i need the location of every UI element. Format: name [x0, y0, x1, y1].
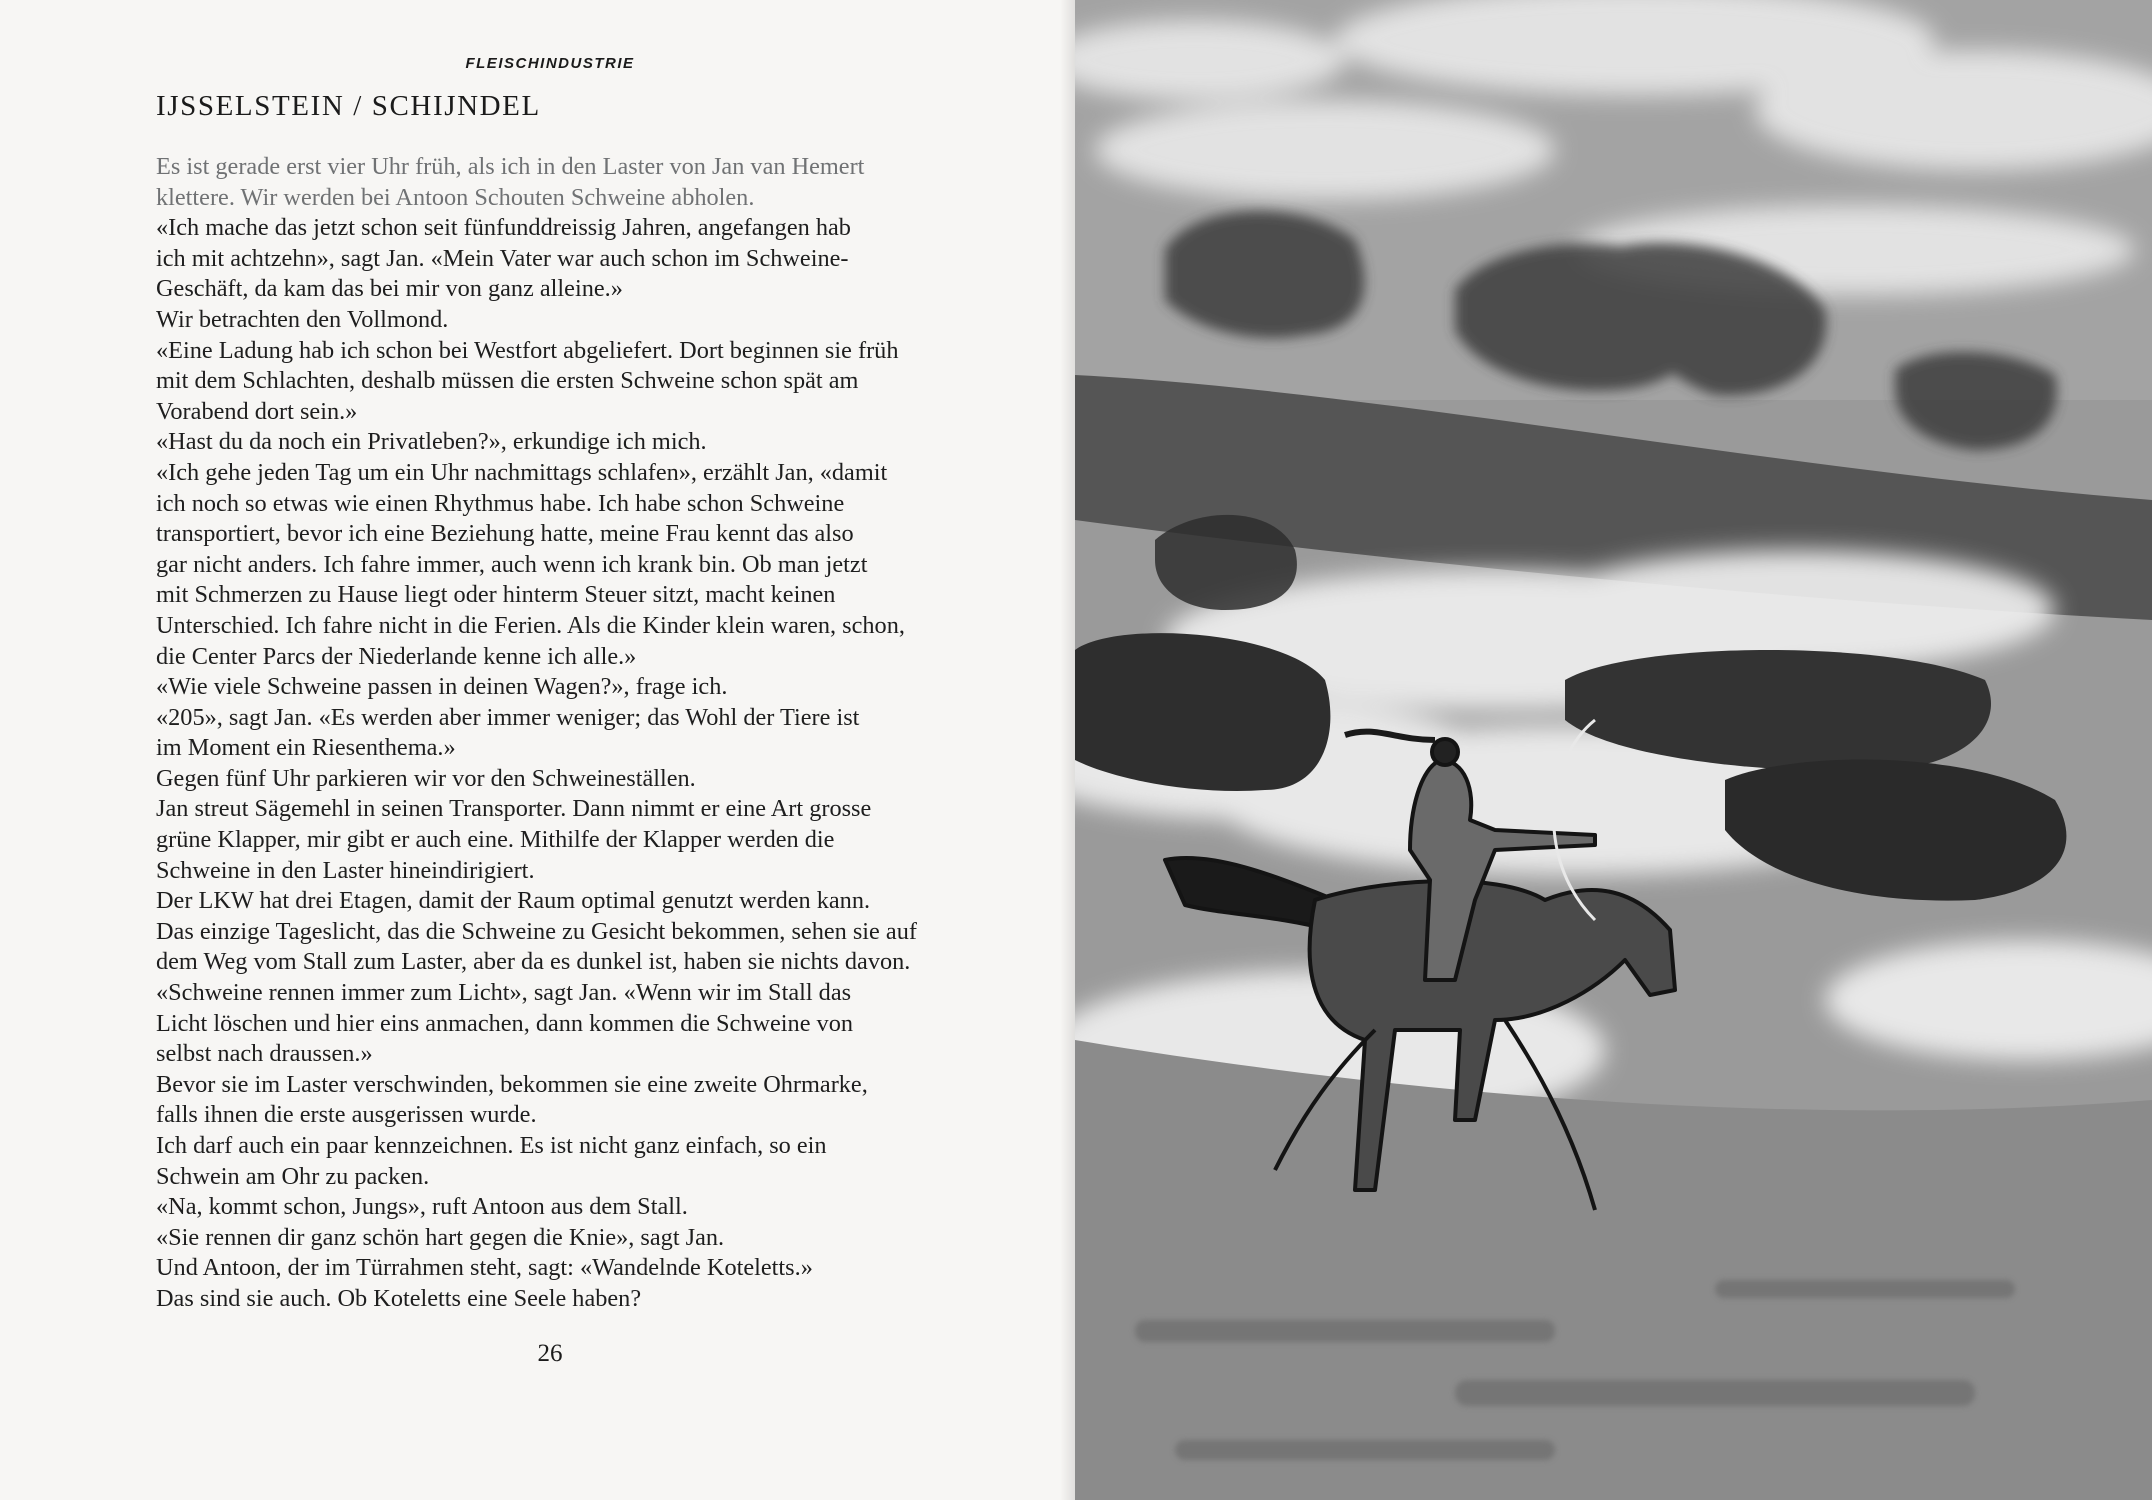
- lead-line: klettere. Wir werden bei Antoon Schouten Schweine abholen.: [156, 183, 755, 211]
- body-line: «Na, kommt schon, Jungs», ruft Antoon aus dem Stall.: [156, 1193, 688, 1221]
- body-line: «Ich mache das jetzt schon seit fünfunddreissig Jahren, angefangen hab: [156, 214, 851, 242]
- buffalo-hunt-illustration: [1075, 0, 2152, 1500]
- body-line: «Schweine rennen immer zum Licht», sagt Jan. «Wenn wir im Stall das: [156, 979, 852, 1007]
- body-line: Unterschied. Ich fahre nicht in die Ferien. Als die Kinder klein waren, schon,: [156, 611, 905, 639]
- body-line: Geschäft, da kam das bei mir von ganz alleine.»: [156, 275, 623, 303]
- body-line: «205», sagt Jan. «Es werden aber immer weniger; das Wohl der Tiere ist: [156, 703, 860, 731]
- page-number: 26: [537, 1340, 563, 1367]
- body-line: «Sie rennen dir ganz schön hart gegen die Knie», sagt Jan.: [156, 1223, 725, 1251]
- illustration-page: [1075, 0, 2152, 1500]
- body-line: dem Weg vom Stall zum Laster, aber da es dunkel ist, haben sie nichts davon.: [156, 948, 911, 976]
- body-line: Gegen fünf Uhr parkieren wir vor den Schweineställen.: [156, 764, 696, 792]
- book-gutter-shadow: [1060, 0, 1076, 1500]
- body-line: Bevor sie im Laster verschwinden, bekommen sie eine zweite Ohrmarke,: [156, 1070, 868, 1098]
- body-line: Jan streut Sägemehl in seinen Transporter. Dann nimmt er eine Art grosse: [156, 795, 872, 823]
- body-line: «Hast du da noch ein Privatleben?», erkundige ich mich.: [156, 428, 707, 456]
- body-line: Ich darf auch ein paar kennzeichnen. Es ist nicht ganz einfach, so ein: [156, 1132, 827, 1159]
- body-line: ich mit achtzehn», sagt Jan. «Mein Vater war auch schon im Schweine-: [156, 244, 849, 272]
- body-line: «Wie viele Schweine passen in deinen Wagen?», frage ich.: [156, 673, 728, 701]
- body-line: Und Antoon, der im Türrahmen steht, sagt: «Wandelnde Koteletts.»: [156, 1254, 813, 1282]
- body-line: ich noch so etwas wie einen Rhythmus habe. Ich habe schon Schweine: [156, 489, 845, 517]
- body-line: Licht löschen und hier eins anmachen, dann kommen die Schweine von: [156, 1009, 853, 1037]
- body-line: Das sind sie auch. Ob Koteletts eine Seele haben?: [156, 1284, 642, 1312]
- body-line: selbst nach draussen.»: [156, 1040, 373, 1068]
- running-head: FLEISCHINDUSTRIE: [465, 55, 635, 72]
- lead-line: Es ist gerade erst vier Uhr früh, als ich in den Laster von Jan van Hemert: [156, 153, 865, 180]
- body-line: Schwein am Ohr zu packen.: [156, 1162, 430, 1190]
- body-line: falls ihnen die erste ausgerissen wurde.: [156, 1101, 537, 1129]
- body-line: «Ich gehe jeden Tag um ein Uhr nachmittags schlafen», erzählt Jan, «damit: [156, 458, 888, 486]
- body-line: transportiert, bevor ich eine Beziehung hatte, meine Frau kennt das also: [156, 520, 854, 548]
- left-page: [0, 0, 1075, 1500]
- body-line: Schweine in den Laster hineindirigiert.: [156, 856, 535, 884]
- body-line: Das einzige Tageslicht, das die Schweine zu Gesicht bekommen, sehen sie auf: [156, 917, 917, 945]
- body-line: die Center Parcs der Niederlande kenne ich alle.»: [156, 642, 637, 670]
- body-line: Wir betrachten den Vollmond.: [156, 305, 449, 333]
- body-line: im Moment ein Riesenthema.»: [156, 734, 456, 762]
- body-line: «Eine Ladung hab ich schon bei Westfort abgeliefert. Dort beginnen sie früh: [156, 336, 899, 364]
- article-body: [156, 152, 956, 1315]
- body-line: Vorabend dort sein.»: [156, 397, 358, 425]
- body-line: Der LKW hat drei Etagen, damit der Raum optimal genutzt werden kann.: [156, 887, 871, 915]
- chapter-title: IJSSELSTEIN / SCHIJNDEL: [156, 90, 541, 122]
- body-line: mit Schmerzen zu Hause liegt oder hinterm Steuer sitzt, macht keinen: [156, 581, 836, 609]
- body-line: gar nicht anders. Ich fahre immer, auch wenn ich krank bin. Ob man jetzt: [156, 550, 868, 578]
- body-line: mit dem Schlachten, deshalb müssen die ersten Schweine schon spät am: [156, 367, 859, 395]
- body-line: grüne Klapper, mir gibt er auch eine. Mithilfe der Klapper werden die: [156, 826, 835, 854]
